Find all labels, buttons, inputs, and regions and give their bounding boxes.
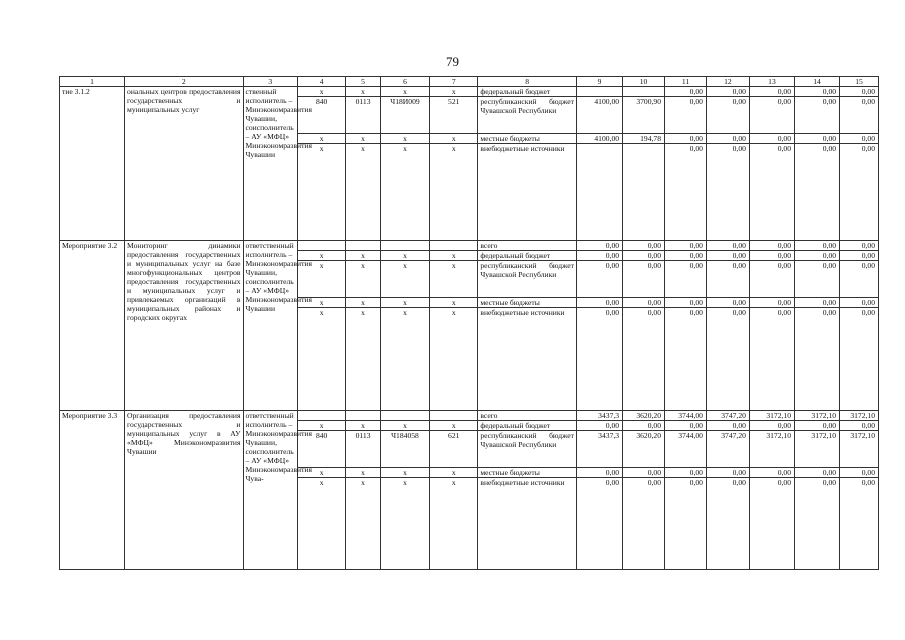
amount-cell: 0,00 (706, 468, 749, 478)
code-cell: x (380, 144, 429, 241)
code-cell: x (346, 478, 381, 570)
amount-cell: 0,00 (795, 468, 840, 478)
amount-cell: 0,00 (665, 468, 707, 478)
code-cell (346, 411, 381, 421)
code-cell: x (380, 478, 429, 570)
code-cell: x (430, 134, 478, 144)
measure-code: Мероприятие 3.3 (60, 411, 125, 570)
amount-cell: 0,00 (749, 298, 794, 308)
funding-source: федеральный бюджет (478, 87, 577, 97)
code-cell (380, 411, 429, 421)
code-cell: x (346, 251, 381, 261)
column-header: 11 (665, 77, 707, 87)
funding-source: республиканский бюджет Чувашской Республики (478, 261, 577, 298)
funding-source: местные бюджеты (478, 468, 577, 478)
code-cell: x (380, 261, 429, 298)
column-header: 15 (840, 77, 879, 87)
amount-cell: 0,00 (623, 241, 665, 251)
code-cell (430, 241, 478, 251)
amount-cell: 3172,10 (795, 411, 840, 421)
column-header: 9 (576, 77, 622, 87)
code-cell: 621 (430, 431, 478, 468)
table-row (60, 87, 879, 97)
code-cell: x (380, 421, 429, 431)
budget-table (59, 76, 879, 570)
executor: ответственный исполнитель – Минэкономразвития Чувашии, соисполнитель – АУ «МФЦ» Минэкономразвития Чува- (243, 411, 298, 570)
amount-cell: 0,00 (623, 308, 665, 411)
funding-source: всего (478, 411, 577, 421)
code-cell: x (346, 134, 381, 144)
amount-cell: 0,00 (706, 308, 749, 411)
code-cell: x (298, 144, 346, 241)
amount-cell: 0,00 (576, 298, 622, 308)
amount-cell: 4100,00 (576, 134, 622, 144)
amount-cell: 0,00 (623, 468, 665, 478)
column-header: 13 (749, 77, 794, 87)
amount-cell: 0,00 (795, 97, 840, 134)
amount-cell: 0,00 (665, 298, 707, 308)
code-cell: x (298, 261, 346, 298)
measure-name: Организация предоставления государственных и муниципальных услуг в АУ «МФЦ» Минэкономразвития Чувашии (125, 411, 243, 570)
funding-source: федеральный бюджет (478, 251, 577, 261)
column-header: 2 (125, 77, 243, 87)
amount-cell: 0,00 (749, 468, 794, 478)
amount-cell: 0,00 (749, 241, 794, 251)
amount-cell (623, 144, 665, 241)
amount-cell: 0,00 (795, 261, 840, 298)
column-header: 1 (60, 77, 125, 87)
funding-source: федеральный бюджет (478, 421, 577, 431)
code-cell (298, 241, 346, 251)
code-cell (298, 411, 346, 421)
amount-cell: 0,00 (840, 241, 879, 251)
amount-cell: 0,00 (749, 308, 794, 411)
amount-cell: 3744,00 (665, 431, 707, 468)
code-cell: 521 (430, 97, 478, 134)
amount-cell: 0,00 (706, 421, 749, 431)
code-cell: x (298, 251, 346, 261)
funding-source: внебюджетные источники (478, 478, 577, 570)
amount-cell: 0,00 (576, 261, 622, 298)
amount-cell: 0,00 (706, 87, 749, 97)
code-cell: 0113 (346, 97, 381, 134)
amount-cell: 0,00 (840, 298, 879, 308)
column-header: 3 (243, 77, 298, 87)
code-cell: x (430, 298, 478, 308)
code-cell: x (430, 421, 478, 431)
amount-cell: 0,00 (665, 97, 707, 134)
amount-cell: 0,00 (665, 134, 707, 144)
amount-cell: 0,00 (795, 144, 840, 241)
amount-cell: 0,00 (795, 251, 840, 261)
code-cell (380, 241, 429, 251)
amount-cell: 0,00 (840, 97, 879, 134)
column-header: 10 (623, 77, 665, 87)
code-cell: x (430, 87, 478, 97)
amount-cell: 0,00 (840, 468, 879, 478)
column-header: 8 (478, 77, 577, 87)
table-row (60, 411, 879, 421)
amount-cell: 0,00 (623, 298, 665, 308)
column-header: 7 (430, 77, 478, 87)
amount-cell: 0,00 (623, 251, 665, 261)
code-cell: x (430, 261, 478, 298)
amount-cell: 0,00 (665, 241, 707, 251)
code-cell: x (430, 251, 478, 261)
code-cell: Ч18И009 (380, 97, 429, 134)
amount-cell: 0,00 (749, 478, 794, 570)
amount-cell: 0,00 (795, 478, 840, 570)
amount-cell: 0,00 (665, 87, 707, 97)
amount-cell: 0,00 (749, 144, 794, 241)
code-cell: 840 (298, 431, 346, 468)
measure-code: тие 3.1.2 (60, 87, 125, 241)
measure-name: Мониторинг динамики предоставления государственных и муниципальных услуг на базе многофункциональных центров предоставления государственных и муниципальных услуг и привлекаемых организаций в муниципальных районах и городских округах (125, 241, 243, 411)
amount-cell: 0,00 (749, 97, 794, 134)
amount-cell: 0,00 (706, 261, 749, 298)
funding-source: местные бюджеты (478, 134, 577, 144)
column-header: 5 (346, 77, 381, 87)
amount-cell: 0,00 (706, 478, 749, 570)
code-cell: Ч184058 (380, 431, 429, 468)
code-cell: x (298, 421, 346, 431)
amount-cell: 0,00 (623, 478, 665, 570)
funding-source: местные бюджеты (478, 298, 577, 308)
amount-cell: 0,00 (706, 298, 749, 308)
amount-cell: 0,00 (665, 144, 707, 241)
amount-cell: 3172,10 (840, 431, 879, 468)
column-header: 14 (795, 77, 840, 87)
amount-cell: 0,00 (665, 478, 707, 570)
code-cell: x (380, 251, 429, 261)
table-row (60, 241, 879, 251)
amount-cell: 0,00 (665, 261, 707, 298)
amount-cell: 0,00 (576, 478, 622, 570)
header-row (60, 77, 879, 87)
amount-cell (576, 144, 622, 241)
amount-cell: 0,00 (795, 308, 840, 411)
code-cell: x (380, 134, 429, 144)
amount-cell: 0,00 (749, 261, 794, 298)
code-cell: x (380, 87, 429, 97)
amount-cell: 3172,10 (749, 411, 794, 421)
code-cell: x (380, 298, 429, 308)
funding-source: всего (478, 241, 577, 251)
code-cell: 840 (298, 97, 346, 134)
amount-cell: 0,00 (706, 134, 749, 144)
page-number: 79 (446, 54, 459, 69)
amount-cell: 0,00 (795, 298, 840, 308)
code-cell: x (298, 478, 346, 570)
code-cell: x (298, 468, 346, 478)
amount-cell: 0,00 (749, 421, 794, 431)
amount-cell: 0,00 (795, 421, 840, 431)
amount-cell: 0,00 (795, 87, 840, 97)
amount-cell: 3172,10 (840, 411, 879, 421)
amount-cell: 0,00 (706, 144, 749, 241)
amount-cell: 3437,3 (576, 411, 622, 421)
code-cell: x (298, 298, 346, 308)
amount-cell: 3700,90 (623, 97, 665, 134)
column-header: 6 (380, 77, 429, 87)
code-cell: x (298, 134, 346, 144)
amount-cell (623, 87, 665, 97)
amount-cell: 3744,00 (665, 411, 707, 421)
amount-cell: 0,00 (576, 421, 622, 431)
amount-cell: 3437,3 (576, 431, 622, 468)
amount-cell: 0,00 (665, 421, 707, 431)
code-cell: 0113 (346, 431, 381, 468)
amount-cell: 0,00 (665, 308, 707, 411)
code-cell: x (346, 261, 381, 298)
code-cell: x (346, 87, 381, 97)
amount-cell: 3747,20 (706, 431, 749, 468)
amount-cell: 3620,20 (623, 431, 665, 468)
amount-cell: 0,00 (840, 308, 879, 411)
amount-cell: 0,00 (795, 134, 840, 144)
amount-cell: 0,00 (576, 308, 622, 411)
executor: ответственный исполнитель – Минэкономразвития Чувашии, соисполнитель – АУ «МФЦ» Минэкономразвития Чувашии (243, 241, 298, 411)
amount-cell: 0,00 (706, 241, 749, 251)
code-cell: x (346, 308, 381, 411)
amount-cell: 0,00 (840, 144, 879, 241)
amount-cell: 0,00 (623, 421, 665, 431)
code-cell: x (346, 144, 381, 241)
code-cell: x (380, 308, 429, 411)
amount-cell: 4100,00 (576, 97, 622, 134)
funding-source: республиканский бюджет Чувашской Республики (478, 97, 577, 134)
executor: ственный исполнитель – Минэкономразвития Чувашии, соисполнитель – АУ «МФЦ» Минэкономразвития Чувашии (243, 87, 298, 241)
code-cell: x (298, 308, 346, 411)
amount-cell: 3172,10 (749, 431, 794, 468)
amount-cell: 3172,10 (795, 431, 840, 468)
measure-name: ональных центров предоставления государственных и муниципальных услуг (125, 87, 243, 241)
code-cell: x (346, 298, 381, 308)
amount-cell: 0,00 (706, 251, 749, 261)
code-cell: x (430, 478, 478, 570)
amount-cell: 0,00 (749, 87, 794, 97)
amount-cell: 0,00 (665, 251, 707, 261)
code-cell: x (346, 421, 381, 431)
code-cell: x (380, 468, 429, 478)
code-cell: x (430, 308, 478, 411)
column-header: 12 (706, 77, 749, 87)
amount-cell: 0,00 (840, 134, 879, 144)
amount-cell: 0,00 (706, 97, 749, 134)
funding-source: республиканский бюджет Чувашской Республики (478, 431, 577, 468)
amount-cell: 194,78 (623, 134, 665, 144)
amount-cell: 0,00 (840, 251, 879, 261)
amount-cell: 0,00 (840, 261, 879, 298)
amount-cell: 0,00 (840, 478, 879, 570)
amount-cell: 0,00 (749, 251, 794, 261)
code-cell: x (298, 87, 346, 97)
amount-cell: 0,00 (795, 241, 840, 251)
amount-cell: 0,00 (576, 251, 622, 261)
code-cell: x (430, 468, 478, 478)
code-cell (346, 241, 381, 251)
funding-source: внебюджетные источники (478, 144, 577, 241)
column-header: 4 (298, 77, 346, 87)
code-cell: x (346, 468, 381, 478)
measure-code: Мероприятие 3.2 (60, 241, 125, 411)
amount-cell (576, 87, 622, 97)
code-cell (430, 411, 478, 421)
code-cell: x (430, 144, 478, 241)
amount-cell: 0,00 (840, 87, 879, 97)
amount-cell: 0,00 (749, 134, 794, 144)
amount-cell: 0,00 (623, 261, 665, 298)
amount-cell: 0,00 (840, 421, 879, 431)
amount-cell: 3620,20 (623, 411, 665, 421)
funding-source: внебюджетные источники (478, 308, 577, 411)
amount-cell: 3747,20 (706, 411, 749, 421)
amount-cell: 0,00 (576, 241, 622, 251)
amount-cell: 0,00 (576, 468, 622, 478)
